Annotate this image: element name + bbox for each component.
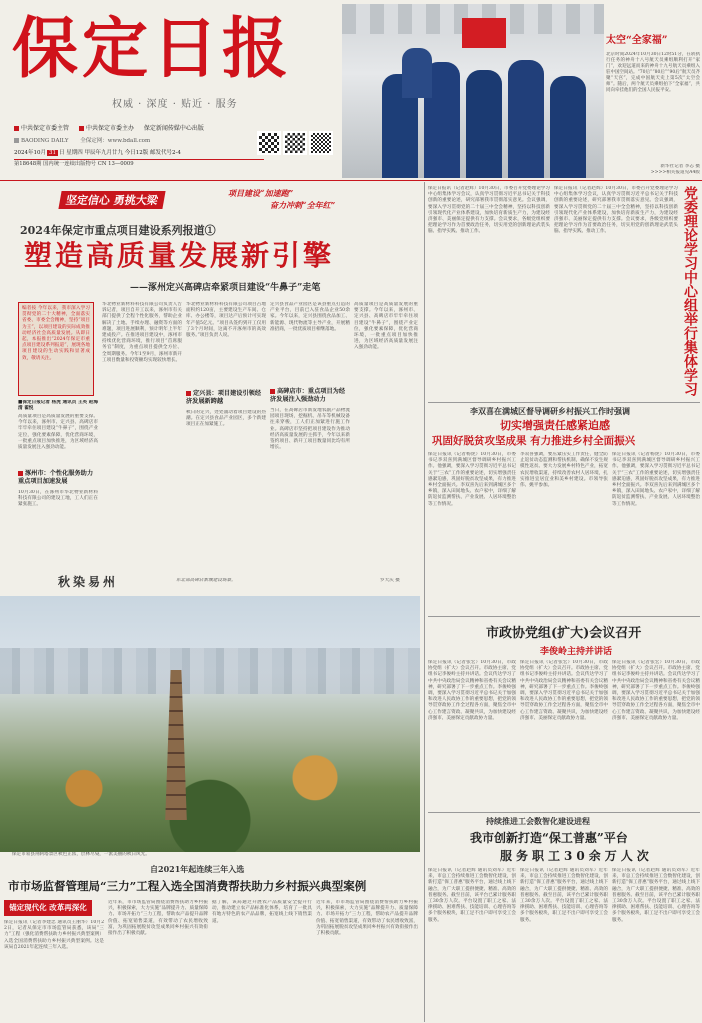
city-skyline — [0, 648, 420, 694]
qr-code — [257, 131, 281, 155]
main-headline: 塑造高质量发展新引擎 — [24, 239, 335, 272]
date-line — [14, 148, 264, 158]
space-family-text: 北京时间2024年10月30日12时51分，在轨执行任务的神舟十八号航天员乘组顺利打开“家门”，欢迎远道而来的神舟十九号航天员乘组入驻中国空间站。“70后”“80后”“90后”航天员齐聚“天宫”，完成中国航天史上第5次“太空会师”。随后，两个航天员乘组拍下“全家福”，共同向牵挂他们的全国人民报平安。 — [606, 52, 700, 93]
qr-code — [309, 131, 333, 155]
main-photo-credit: 罗大庆 摄 — [380, 578, 400, 583]
banner — [0, 186, 420, 222]
right-story3-text1: 保定日报讯（记者张宏）10月30日，市政协党组（扩大）会议召开。市政协主席、党组书记李俊岭主持并讲话。会议传达学习了中共中央政治局会议精神和省委有关会议精神，研究部署了下一步重点工作。李俊岭强调，要深入学习贯彻习近平总书记关于加强和改进人民政协工作的重要思想，把党的领导贯穿政协工作全过程各方面，聚焦全市中心工作建言资政、凝聚共识，为加快建设经济强市、美丽保定贡献政协力量。 — [428, 660, 516, 721]
square-icon — [14, 138, 19, 143]
column-divider — [424, 182, 425, 1022]
qr-code — [283, 131, 307, 155]
banner-mid2: 奋力冲刺“全年红” — [270, 200, 336, 210]
reform-side-label — [4, 900, 92, 916]
right-story2-headline1: 切实增强责任感紧迫感 — [500, 419, 610, 432]
top-divider — [0, 180, 702, 181]
right-story3-subhead: 李俊岭主持并讲话 — [540, 647, 613, 657]
astronaut-6 — [402, 48, 432, 98]
subhead-gaobeidian — [270, 388, 350, 404]
right-story1-text: 保定日报讯（记者赵辉）10月30日，市委召开党委理论学习中心组集体学习会议，认真学习贯彻习近平总书记关于科技创新的重要论述，研究部署我市贯彻落实意见。会议强调，要深入学习贯彻党的二十届三中全会精神，坚持以科技创新引领现代化产业体系建设，加快培育新质生产力，为建设经济强市、美丽保定提供有力支撑。会议要求，各级党组织要把理论学习作为首要政治任务，切实用党的创新理论武装头脑、指导实践、推动工作。 — [428, 186, 550, 235]
market-kicker: 自2021年起连续三年入选 — [150, 864, 245, 874]
daily-info — [14, 136, 264, 146]
main-col1-text: 高质量项目是高质量发展的重要支撑。今年以来，涿州市、定兴县、高碑店市牢牢牵住项目建设“牛鼻子”，围绕产业定位，强化要素保障，优化营商环境，一批重点项目加快推进，为区域经济高质量发展注入强劲动能。 — [18, 414, 98, 451]
banner-left: 坚定信心 勇挑大梁 — [58, 191, 165, 209]
right-story4-headline2: 服务职工30余万人次 — [500, 849, 653, 863]
astronauts-photo — [342, 4, 604, 178]
right-story4-text3: 保定日报讯（记者赵辉 通讯员刘军）近年来，市总工会持续推进工会数智化建设，创新打造“保工普惠”服务平台，通过线上线下融合，为广大职工提供便捷、精准、高效的普惠服务。截至目前，该平台已累计服务职工30余万人次。平台设置了职工之家、法律援助、困难帮扶、技能培训、心理咨询等多个服务板块，职工足不出户即可享受工会服务。 — [612, 868, 700, 923]
main-col4b-text: 当日，在高碑店市新发地农副产品物流园项目现场，挖掘机、吊车等机械设备往来穿梭，工人们正加紧进行施工作业。高碑店市坚持把项目建设作为推动经济高质量发展的主抓手，今年以来新签约项目、新开工项目数量同比均有所增长。 — [270, 408, 350, 451]
square-icon — [18, 471, 23, 476]
square-icon — [79, 126, 84, 131]
main-kicker: 2024年保定市重点项目建设系列报道① — [20, 224, 216, 237]
daily-en: BAODING DAILY — [21, 138, 69, 144]
reform-side-label-text: 锚定现代化 改革再深化 — [9, 903, 87, 912]
photo-credit: 新华社记者 李志 摄 — [660, 164, 700, 169]
space-family-heading: 太空“全家福” — [606, 35, 668, 46]
square-icon — [186, 391, 191, 396]
divider — [428, 812, 700, 813]
date-year-month: 2024年10月 — [14, 150, 46, 156]
main-col1b-text: 10月30日，在涿州市华北物业新材料科技有限公司的建设工地，工人们正在紧张施工。 — [18, 490, 98, 508]
related-report-link[interactable]: >>>>相关报道见A4版 — [650, 170, 700, 176]
space-family-caption — [606, 4, 700, 178]
main-byline: ■保定日报记者 杨虎 通讯员 王英 赵海清 翟悦 — [18, 400, 98, 412]
right-story3-headline: 市政协党组(扩大)会议召开 — [486, 626, 642, 641]
main-col4-text: 定兴县食品产业园区是该县重点打造的产业平台，目前已入驻食品企业50余家。今年以来，定兴县围绕食品加工、新能源、现代物流等主导产业，开展精准招商，一批优质项目相继落地。 — [270, 302, 350, 332]
website: 全保定网：www.bdall.com — [80, 138, 151, 144]
banner-mid1: 项目建设“加速跑” — [228, 188, 294, 198]
main-col3-text: 华北物业新材料科技有限公司项目占地面积约120亩，主要建设生产车间、仓库、办公楼等，项目达产后预计可实现年产值5亿元。“项目从签约到开工仅用了3个月时间，这离不开涿州市的高效服务。”项目负责人说。 — [186, 302, 266, 339]
issue-line: 第18648期 国内统一连续出版物号 CN 13—0009 — [14, 159, 264, 169]
right-story2-text2: 李双喜强调，要压紧压实工作责任，健全防止返贫动态监测和帮扶机制，确保不发生规模性返贫。要大力发展乡村特色产业，拓宽农民增收渠道，持续改善农村人居环境，扎实推进宜居宜业和美乡村建设。市领导张伟、姚平参加。 — [520, 452, 608, 489]
main-col3b-text: 秋日的定兴，处处涌动着项目建设的热潮。在定兴县食品产业园区，多个新建项目正在加紧施工。 — [186, 410, 266, 428]
sponsor-1: 中共保定市委主管 — [21, 125, 70, 132]
market-text-3: 据了解，该局通过开展农产品质量安全提升行动，推动建立农产品标准化体系，培育了一批具有地方特色的农产品品牌，拓宽线上线下销售渠道。 — [212, 900, 312, 924]
divider — [428, 402, 700, 403]
market-text-2: 近年来，市市场监管局围绕消费帮扶助力乡村振兴，积极探索，大力实施“品牌提升力、质量保障力、市场开拓力”三力工程，帮助农产品提升品牌价值、拓宽销售渠道，有效带动了农民增收致富，为巩固拓展脱贫攻坚成果同乡村振兴有效衔接作出了积极贡献。 — [108, 900, 208, 937]
market-text-4: 近年来，市市场监管局围绕消费帮扶助力乡村振兴，积极探索，大力实施“品牌提升力、质量保障力、市场开拓力”三力工程，帮助农产品提升品牌价值、拓宽销售渠道，有效带动了农民增收致富，为巩固拓展脱贫攻坚成果同乡村振兴有效衔接作出了积极贡献。 — [316, 900, 418, 937]
autumn-pagoda-photo — [0, 596, 420, 852]
right-story4-text2: 保定日报讯（记者赵辉 通讯员刘军）近年来，市总工会持续推进工会数智化建设，创新打造“保工普惠”服务平台，通过线上线下融合，为广大职工提供便捷、精准、高效的普惠服务。截至目前，该平台已累计服务职工30余万人次。平台设置了职工之家、法律援助、困难帮扶、技能培训、心理咨询等多个服务板块，职工足不出户即可享受工会服务。 — [520, 868, 608, 923]
sponsor-bar — [14, 123, 264, 135]
subhead-dingxing — [186, 390, 266, 406]
tagline: 权威 · 深度 · 贴近 · 服务 — [112, 99, 238, 110]
right-story2-kicker: 李双喜在满城区督导调研乡村振兴工作时强调 — [470, 406, 630, 416]
sponsor-2: 中共保定市委主办 — [85, 125, 134, 132]
market-headline: 市市场监督管理局“三力”工程入选全国消费帮扶助力乡村振兴典型案例 — [8, 879, 367, 893]
right-story1-headline: 党委理论学习中心组举行集体学习 — [682, 186, 698, 396]
square-icon — [270, 389, 275, 394]
red-flag — [462, 18, 506, 48]
date-day: 31 — [49, 150, 56, 156]
astronaut-5 — [550, 76, 586, 178]
main-photo-caption: 东北部高碑店新城建设场景。 — [176, 578, 236, 583]
date-info: 日 星期四 甲辰年九月廿九 今日12版 邮发代号2-4 — [59, 150, 181, 156]
newspaper-title: 保定日报 — [12, 9, 292, 87]
autumn-foliage — [0, 746, 420, 852]
right-story3-text3: 保定日报讯（记者张宏）10月30日，市政协党组（扩大）会议召开。市政协主席、党组书记李俊岭主持并讲话。会议传达学习了中共中央政治局会议精神和省委有关会议精神，研究部署了下一步重点工作。李俊岭强调，要深入学习贯彻习近平总书记关于加强和改进人民政协工作的重要思想，把党的领导贯穿政协工作全过程各方面，聚焦全市中心工作建言资政、凝聚共识，为加快建设经济强市、美丽保定贡献政协力量。 — [612, 660, 700, 721]
right-story3-text2: 保定日报讯（记者张宏）10月30日，市政协党组（扩大）会议召开。市政协主席、党组书记李俊岭主持并讲话。会议传达学习了中共中央政治局会议精神和省委有关会议精神，研究部署了下一步重点工作。李俊岭强调，要深入学习贯彻习近平总书记关于加强和改进人民政协工作的重要思想，把党的领导贯穿政协工作全过程各方面，聚焦全市中心工作建言资政、凝聚共识，为加快建设经济强市、美丽保定贡献政协力量。 — [520, 660, 608, 721]
autumn-photo-title: 秋染易州 — [58, 575, 119, 589]
divider — [428, 616, 700, 617]
main-story — [0, 222, 420, 572]
right-story4-kicker: 持续推进工会数智化建设进程 — [486, 816, 590, 826]
right-story4-headline1: 我市创新打造“保工普惠”平台 — [470, 831, 628, 845]
main-col2-text: 华北物业新材料科技有限公司负责人告诉记者，项目自开工以来，涿州市有关部门提供了全程个性化服务，帮助企业解决了土地、手续办理、融资等方面的难题，项目进展顺利，预计明年上半年建成投产。在推进项目建设中，涿州市持续优化营商环境，推行项目“首席服务官”制度，为重点项目提供全方位、全周期服务。今年1至9月，涿州市新开工项目数量和投资额均实现较快增长。 — [102, 302, 182, 363]
masthead — [0, 0, 340, 178]
right-story2-text1: 保定日报讯（记者杨虎）10月30日，市委书记李双喜到满城区督导调研乡村振兴工作。他强调，要深入学习贯彻习近平总书记关于“三农”工作的重要论述，切实增强责任感紧迫感，巩固好脱贫攻坚成果，有力推进乡村全面振兴。李双喜先后来到满城区多个乡镇，深入田间地头、农户家中，详细了解防返贫监测帮扶、产业发展、人居环境整治等工作情况。 — [428, 452, 516, 507]
subhead-zhuozhou — [18, 470, 98, 486]
subhead-zhuozhou-text: 涿州市：个性化服务助力重点项目加速发展 — [18, 470, 94, 485]
editor-note-text: 编者按 今年以来，我市深入学习贯彻党的二十大精神，全面落实省委、市委全会精神，坚持“项目为王”，以项目建设的实际成效推动经济社会高质量发展。从即日起，本报推出“2024年保定市重点项目建设系列报道”，展现各地项目建设的生动实践和显著成效，敬请关注。 — [22, 306, 90, 361]
market-text-1: 保定日报讯（记者李建忠 通讯员王丽华）10月22日，记者从保定市市场监管局获悉，该局“三力”工程（强化消费帮扶助力乡村振兴典型案例）入选全国消费帮扶助力乡村振兴典型案例。这是该局自2021年起连续三年入选。 — [4, 920, 104, 950]
right-story1-text-2: 保定日报讯（记者赵辉）10月30日，市委召开党委理论学习中心组集体学习会议，认真学习贯彻习近平总书记关于科技创新的重要论述，研究部署我市贯彻落实意见。会议强调，要深入学习贯彻党的二十届三中全会精神，坚持以科技创新引领现代化产业体系建设，加快培育新质生产力，为建设经济强市、美丽保定提供有力支撑。会议要求，各级党组织要把理论学习作为首要政治任务，切实用党的创新理论武装头脑、指导实践、推动工作。 — [554, 186, 678, 235]
astronaut-4 — [508, 60, 544, 178]
main-col5-text: 高质量项目是高质量发展的重要支撑。今年以来，涿州市、定兴县、高碑店市牢牢牵住项目建设“牛鼻子”，围绕产业定位，强化要素保障，优化营商环境，一批重点项目加快推进，为区域经济高质量发展注入强劲动能。 — [354, 302, 418, 351]
square-icon — [14, 126, 19, 131]
subhead-gaobeidian-text: 高碑店市：重点项目为经济发展注入强劲动力 — [270, 388, 346, 403]
editor-note — [18, 302, 94, 396]
autumn-photo-caption: 保定市易县荆轲塔景区秋色正浓，层林尽染，一派美丽的秋日风光。 — [12, 852, 150, 857]
main-subhead: ——涿州定兴高碑店牵紧项目建设“牛鼻子”走笔 — [130, 283, 321, 293]
right-story2-text3: 保定日报讯（记者杨虎）10月30日，市委书记李双喜到满城区督导调研乡村振兴工作。他强调，要深入学习贯彻习近平总书记关于“三农”工作的重要论述，切实增强责任感紧迫感，巩固好脱贫攻坚成果，有力推进乡村全面振兴。李双喜先后来到满城区多个乡镇，深入田间地头、农户家中，详细了解防返贫监测帮扶、产业发展、人居环境整治等工作情况。 — [612, 452, 700, 507]
right-story4-text1: 保定日报讯（记者赵辉 通讯员刘军）近年来，市总工会持续推进工会数智化建设，创新打造“保工普惠”服务平台，通过线上线下融合，为广大职工提供便捷、精准、高效的普惠服务。截至目前，该平台已累计服务职工30余万人次。平台设置了职工之家、法律援助、困难帮扶、技能培训、心理咨询等多个服务板块，职工足不出户即可享受工会服务。 — [428, 868, 516, 923]
subhead-dingxing-text: 定兴县：项目建设引领经济发展新跨越 — [186, 390, 262, 405]
right-story2-headline2: 巩固好脱贫攻坚成果 有力推进乡村全面振兴 — [432, 435, 636, 447]
astronaut-3 — [466, 70, 502, 178]
sponsor-3: 保定新闻传媒中心出版 — [143, 125, 204, 132]
